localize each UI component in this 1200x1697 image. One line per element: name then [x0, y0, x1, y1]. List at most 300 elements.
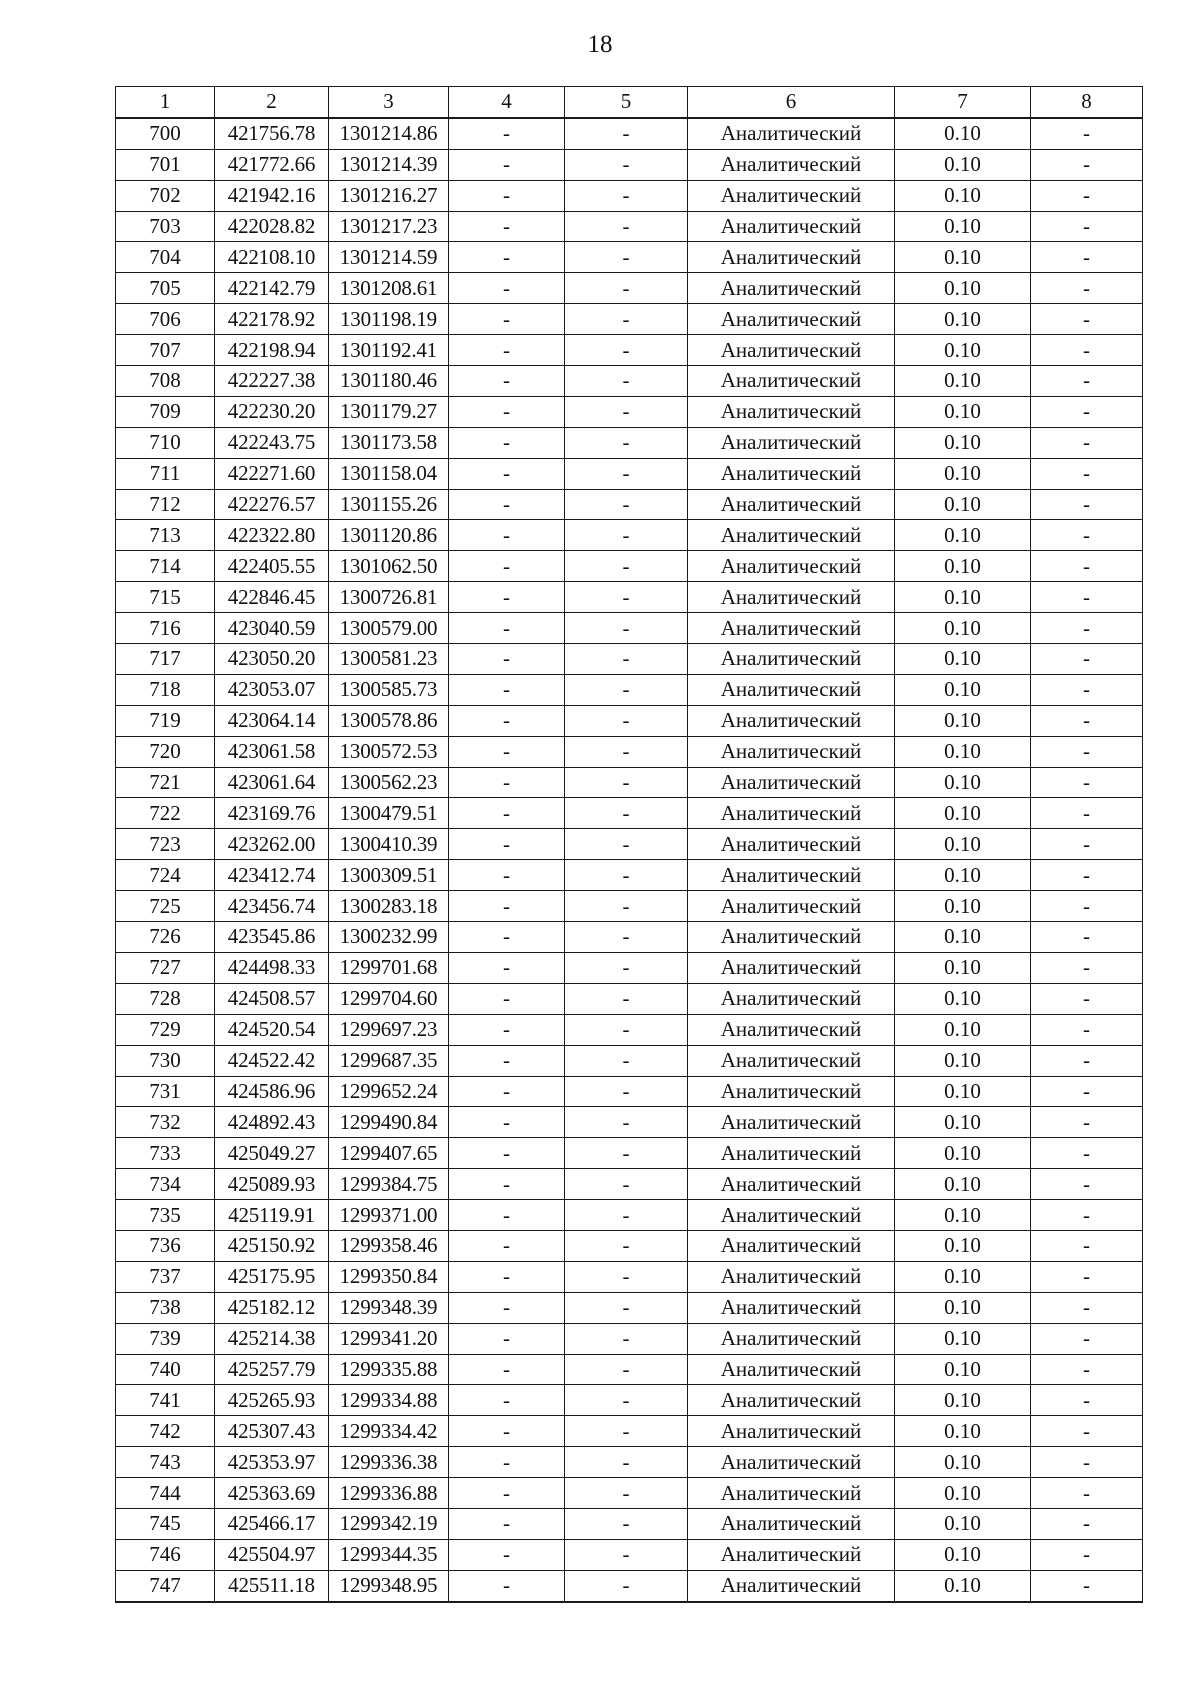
column-4-cell: -: [449, 366, 565, 397]
column-5-cell: -: [565, 1138, 688, 1169]
x-coordinate-cell: 423040.59: [215, 613, 329, 644]
column-5-cell: -: [565, 829, 688, 860]
accuracy-cell: 0.10: [895, 427, 1031, 458]
x-coordinate-cell: 423412.74: [215, 860, 329, 891]
point-number-cell: 730: [116, 1045, 215, 1076]
x-coordinate-cell: 425511.18: [215, 1570, 329, 1601]
y-coordinate-cell: 1299490.84: [329, 1107, 449, 1138]
y-coordinate-cell: 1299358.46: [329, 1230, 449, 1261]
table-row: [116, 1138, 1143, 1169]
column-header: 1: [116, 87, 215, 118]
method-cell: Аналитический: [688, 1261, 895, 1292]
column-header: 7: [895, 87, 1031, 118]
column-4-cell: -: [449, 396, 565, 427]
accuracy-cell: 0.10: [895, 458, 1031, 489]
column-8-cell: -: [1031, 489, 1143, 520]
method-cell: Аналитический: [688, 1014, 895, 1045]
accuracy-cell: 0.10: [895, 829, 1031, 860]
column-8-cell: -: [1031, 551, 1143, 582]
column-8-cell: -: [1031, 180, 1143, 211]
point-number-cell: 737: [116, 1261, 215, 1292]
accuracy-cell: 0.10: [895, 489, 1031, 520]
column-5-cell: -: [565, 551, 688, 582]
table-row: [116, 1169, 1143, 1200]
accuracy-cell: 0.10: [895, 366, 1031, 397]
table-row: [116, 582, 1143, 613]
x-coordinate-cell: 425257.79: [215, 1354, 329, 1385]
column-8-cell: -: [1031, 458, 1143, 489]
y-coordinate-cell: 1299701.68: [329, 952, 449, 983]
column-4-cell: -: [449, 211, 565, 242]
y-coordinate-cell: 1301173.58: [329, 427, 449, 458]
y-coordinate-cell: 1299336.38: [329, 1447, 449, 1478]
column-8-cell: -: [1031, 582, 1143, 613]
method-cell: Аналитический: [688, 366, 895, 397]
x-coordinate-cell: 424508.57: [215, 983, 329, 1014]
point-number-cell: 739: [116, 1323, 215, 1354]
point-number-cell: 729: [116, 1014, 215, 1045]
column-5-cell: -: [565, 1261, 688, 1292]
column-8-cell: -: [1031, 952, 1143, 983]
x-coordinate-cell: 423053.07: [215, 674, 329, 705]
column-header: 5: [565, 87, 688, 118]
column-4-cell: -: [449, 1539, 565, 1570]
column-8-cell: -: [1031, 1169, 1143, 1200]
x-coordinate-cell: 423262.00: [215, 829, 329, 860]
table-row: [116, 242, 1143, 273]
y-coordinate-cell: 1299341.20: [329, 1323, 449, 1354]
y-coordinate-cell: 1299335.88: [329, 1354, 449, 1385]
column-5-cell: -: [565, 644, 688, 675]
accuracy-cell: 0.10: [895, 644, 1031, 675]
method-cell: Аналитический: [688, 520, 895, 551]
column-8-cell: -: [1031, 922, 1143, 953]
y-coordinate-cell: 1299334.42: [329, 1416, 449, 1447]
table-row: [116, 1539, 1143, 1570]
column-header: 8: [1031, 87, 1143, 118]
column-5-cell: -: [565, 335, 688, 366]
method-cell: Аналитический: [688, 891, 895, 922]
column-8-cell: -: [1031, 767, 1143, 798]
column-4-cell: -: [449, 1447, 565, 1478]
column-5-cell: -: [565, 1169, 688, 1200]
x-coordinate-cell: 423061.64: [215, 767, 329, 798]
table-row: [116, 1570, 1143, 1601]
x-coordinate-cell: 424892.43: [215, 1107, 329, 1138]
point-number-cell: 709: [116, 396, 215, 427]
table-row: [116, 1076, 1143, 1107]
column-8-cell: -: [1031, 891, 1143, 922]
accuracy-cell: 0.10: [895, 705, 1031, 736]
column-8-cell: -: [1031, 273, 1143, 304]
column-header: 3: [329, 87, 449, 118]
column-5-cell: -: [565, 1385, 688, 1416]
x-coordinate-cell: 425363.69: [215, 1478, 329, 1509]
column-8-cell: -: [1031, 983, 1143, 1014]
column-5-cell: -: [565, 1354, 688, 1385]
column-5-cell: -: [565, 427, 688, 458]
method-cell: Аналитический: [688, 396, 895, 427]
table-row: [116, 798, 1143, 829]
column-8-cell: -: [1031, 644, 1143, 675]
y-coordinate-cell: 1301214.39: [329, 149, 449, 180]
column-4-cell: -: [449, 1230, 565, 1261]
column-5-cell: -: [565, 273, 688, 304]
column-4-cell: -: [449, 1292, 565, 1323]
column-8-cell: -: [1031, 1045, 1143, 1076]
point-number-cell: 734: [116, 1169, 215, 1200]
method-cell: Аналитический: [688, 674, 895, 705]
column-8-cell: -: [1031, 211, 1143, 242]
page-number: 18: [587, 31, 613, 58]
column-4-cell: -: [449, 180, 565, 211]
point-number-cell: 701: [116, 149, 215, 180]
table-row: [116, 1045, 1143, 1076]
method-cell: Аналитический: [688, 1200, 895, 1231]
x-coordinate-cell: 422846.45: [215, 582, 329, 613]
point-number-cell: 738: [116, 1292, 215, 1323]
column-8-cell: -: [1031, 335, 1143, 366]
column-5-cell: -: [565, 1416, 688, 1447]
point-number-cell: 700: [116, 118, 215, 149]
x-coordinate-cell: 422028.82: [215, 211, 329, 242]
column-4-cell: -: [449, 1508, 565, 1539]
column-5-cell: -: [565, 366, 688, 397]
column-8-cell: -: [1031, 118, 1143, 149]
point-number-cell: 715: [116, 582, 215, 613]
accuracy-cell: 0.10: [895, 582, 1031, 613]
point-number-cell: 717: [116, 644, 215, 675]
accuracy-cell: 0.10: [895, 1230, 1031, 1261]
column-header: 6: [688, 87, 895, 118]
column-5-cell: -: [565, 1200, 688, 1231]
column-4-cell: -: [449, 1570, 565, 1601]
column-4-cell: -: [449, 1138, 565, 1169]
column-8-cell: -: [1031, 1385, 1143, 1416]
column-8-cell: -: [1031, 396, 1143, 427]
column-8-cell: -: [1031, 674, 1143, 705]
column-5-cell: -: [565, 1508, 688, 1539]
method-cell: Аналитический: [688, 1354, 895, 1385]
point-number-cell: 736: [116, 1230, 215, 1261]
point-number-cell: 743: [116, 1447, 215, 1478]
table-row: [116, 211, 1143, 242]
accuracy-cell: 0.10: [895, 1539, 1031, 1570]
accuracy-cell: 0.10: [895, 1261, 1031, 1292]
column-8-cell: -: [1031, 1138, 1143, 1169]
column-4-cell: -: [449, 1261, 565, 1292]
table-row: [116, 1447, 1143, 1478]
x-coordinate-cell: 423064.14: [215, 705, 329, 736]
accuracy-cell: 0.10: [895, 304, 1031, 335]
x-coordinate-cell: 422276.57: [215, 489, 329, 520]
point-number-cell: 707: [116, 335, 215, 366]
column-8-cell: -: [1031, 705, 1143, 736]
column-4-cell: -: [449, 458, 565, 489]
column-5-cell: -: [565, 1570, 688, 1601]
accuracy-cell: 0.10: [895, 1508, 1031, 1539]
y-coordinate-cell: 1299687.35: [329, 1045, 449, 1076]
method-cell: Аналитический: [688, 1539, 895, 1570]
method-cell: Аналитический: [688, 1508, 895, 1539]
method-cell: Аналитический: [688, 149, 895, 180]
accuracy-cell: 0.10: [895, 1169, 1031, 1200]
accuracy-cell: 0.10: [895, 891, 1031, 922]
accuracy-cell: 0.10: [895, 520, 1031, 551]
column-4-cell: -: [449, 736, 565, 767]
table-row: [116, 366, 1143, 397]
column-4-cell: -: [449, 1354, 565, 1385]
column-4-cell: -: [449, 489, 565, 520]
table-row: [116, 273, 1143, 304]
column-4-cell: -: [449, 613, 565, 644]
table-row: [116, 520, 1143, 551]
point-number-cell: 716: [116, 613, 215, 644]
column-8-cell: -: [1031, 1107, 1143, 1138]
column-8-cell: -: [1031, 520, 1143, 551]
column-4-cell: -: [449, 1169, 565, 1200]
method-cell: Аналитический: [688, 1230, 895, 1261]
accuracy-cell: 0.10: [895, 922, 1031, 953]
x-coordinate-cell: 422230.20: [215, 396, 329, 427]
column-5-cell: -: [565, 118, 688, 149]
column-4-cell: -: [449, 1323, 565, 1354]
point-number-cell: 744: [116, 1478, 215, 1509]
table-row: [116, 983, 1143, 1014]
table-row: [116, 829, 1143, 860]
table-row: [116, 1354, 1143, 1385]
table-row: [116, 118, 1143, 149]
y-coordinate-cell: 1301155.26: [329, 489, 449, 520]
method-cell: Аналитический: [688, 1478, 895, 1509]
column-5-cell: -: [565, 520, 688, 551]
y-coordinate-cell: 1301214.86: [329, 118, 449, 149]
accuracy-cell: 0.10: [895, 1138, 1031, 1169]
table-row: [116, 1261, 1143, 1292]
column-5-cell: -: [565, 705, 688, 736]
table-row: [116, 1478, 1143, 1509]
table-row: [116, 644, 1143, 675]
accuracy-cell: 0.10: [895, 1354, 1031, 1385]
table-header: [116, 87, 1143, 118]
table-row: [116, 427, 1143, 458]
accuracy-cell: 0.10: [895, 396, 1031, 427]
method-cell: Аналитический: [688, 1107, 895, 1138]
column-5-cell: -: [565, 1045, 688, 1076]
accuracy-cell: 0.10: [895, 983, 1031, 1014]
table-row: [116, 458, 1143, 489]
point-number-cell: 712: [116, 489, 215, 520]
y-coordinate-cell: 1301180.46: [329, 366, 449, 397]
column-4-cell: -: [449, 551, 565, 582]
point-number-cell: 728: [116, 983, 215, 1014]
y-coordinate-cell: 1301192.41: [329, 335, 449, 366]
table-row: [116, 180, 1143, 211]
method-cell: Аналитический: [688, 1292, 895, 1323]
column-5-cell: -: [565, 860, 688, 891]
accuracy-cell: 0.10: [895, 335, 1031, 366]
x-coordinate-cell: 422227.38: [215, 366, 329, 397]
accuracy-cell: 0.10: [895, 1385, 1031, 1416]
column-8-cell: -: [1031, 1076, 1143, 1107]
column-5-cell: -: [565, 458, 688, 489]
column-8-cell: -: [1031, 1447, 1143, 1478]
column-4-cell: -: [449, 674, 565, 705]
method-cell: Аналитический: [688, 952, 895, 983]
column-8-cell: -: [1031, 860, 1143, 891]
table-row: [116, 335, 1143, 366]
method-cell: Аналитический: [688, 489, 895, 520]
x-coordinate-cell: 423456.74: [215, 891, 329, 922]
x-coordinate-cell: 424520.54: [215, 1014, 329, 1045]
table-row: [116, 613, 1143, 644]
y-coordinate-cell: 1300579.00: [329, 613, 449, 644]
accuracy-cell: 0.10: [895, 211, 1031, 242]
method-cell: Аналитический: [688, 1045, 895, 1076]
point-number-cell: 704: [116, 242, 215, 273]
method-cell: Аналитический: [688, 1169, 895, 1200]
column-8-cell: -: [1031, 736, 1143, 767]
column-8-cell: -: [1031, 304, 1143, 335]
method-cell: Аналитический: [688, 767, 895, 798]
column-5-cell: -: [565, 1076, 688, 1107]
column-8-cell: -: [1031, 1014, 1143, 1045]
column-4-cell: -: [449, 705, 565, 736]
column-5-cell: -: [565, 798, 688, 829]
column-5-cell: -: [565, 242, 688, 273]
column-5-cell: -: [565, 149, 688, 180]
column-5-cell: -: [565, 180, 688, 211]
method-cell: Аналитический: [688, 427, 895, 458]
method-cell: Аналитический: [688, 1570, 895, 1601]
method-cell: Аналитический: [688, 273, 895, 304]
table-row: [116, 1230, 1143, 1261]
accuracy-cell: 0.10: [895, 1416, 1031, 1447]
y-coordinate-cell: 1299652.24: [329, 1076, 449, 1107]
method-cell: Аналитический: [688, 211, 895, 242]
x-coordinate-cell: 422243.75: [215, 427, 329, 458]
column-5-cell: -: [565, 736, 688, 767]
accuracy-cell: 0.10: [895, 118, 1031, 149]
accuracy-cell: 0.10: [895, 1014, 1031, 1045]
column-5-cell: -: [565, 922, 688, 953]
accuracy-cell: 0.10: [895, 1570, 1031, 1601]
point-number-cell: 702: [116, 180, 215, 211]
x-coordinate-cell: 425150.92: [215, 1230, 329, 1261]
point-number-cell: 735: [116, 1200, 215, 1231]
y-coordinate-cell: 1299704.60: [329, 983, 449, 1014]
column-4-cell: -: [449, 983, 565, 1014]
y-coordinate-cell: 1300410.39: [329, 829, 449, 860]
point-number-cell: 721: [116, 767, 215, 798]
table-row: [116, 1014, 1143, 1045]
table-row: [116, 551, 1143, 582]
column-5-cell: -: [565, 767, 688, 798]
method-cell: Аналитический: [688, 1385, 895, 1416]
table-row: [116, 674, 1143, 705]
column-4-cell: -: [449, 242, 565, 273]
column-5-cell: -: [565, 613, 688, 644]
y-coordinate-cell: 1301158.04: [329, 458, 449, 489]
y-coordinate-cell: 1301216.27: [329, 180, 449, 211]
point-number-cell: 747: [116, 1570, 215, 1601]
method-cell: Аналитический: [688, 798, 895, 829]
y-coordinate-cell: 1301198.19: [329, 304, 449, 335]
column-8-cell: -: [1031, 613, 1143, 644]
y-coordinate-cell: 1299348.95: [329, 1570, 449, 1601]
column-8-cell: -: [1031, 798, 1143, 829]
y-coordinate-cell: 1300309.51: [329, 860, 449, 891]
table-row: [116, 1200, 1143, 1231]
header-row: [116, 87, 1143, 118]
point-number-cell: 706: [116, 304, 215, 335]
point-number-cell: 727: [116, 952, 215, 983]
column-5-cell: -: [565, 304, 688, 335]
accuracy-cell: 0.10: [895, 1107, 1031, 1138]
column-5-cell: -: [565, 1478, 688, 1509]
column-4-cell: -: [449, 273, 565, 304]
table-row: [116, 860, 1143, 891]
x-coordinate-cell: 422142.79: [215, 273, 329, 304]
y-coordinate-cell: 1300572.53: [329, 736, 449, 767]
x-coordinate-cell: 422405.55: [215, 551, 329, 582]
point-number-cell: 741: [116, 1385, 215, 1416]
method-cell: Аналитический: [688, 860, 895, 891]
y-coordinate-cell: 1300726.81: [329, 582, 449, 613]
point-number-cell: 733: [116, 1138, 215, 1169]
column-8-cell: -: [1031, 242, 1143, 273]
column-8-cell: -: [1031, 1508, 1143, 1539]
point-number-cell: 705: [116, 273, 215, 304]
table-row: [116, 891, 1143, 922]
x-coordinate-cell: 421772.66: [215, 149, 329, 180]
x-coordinate-cell: 424586.96: [215, 1076, 329, 1107]
y-coordinate-cell: 1300585.73: [329, 674, 449, 705]
point-number-cell: 722: [116, 798, 215, 829]
column-4-cell: -: [449, 1014, 565, 1045]
column-8-cell: -: [1031, 366, 1143, 397]
table-row: [116, 149, 1143, 180]
x-coordinate-cell: 425182.12: [215, 1292, 329, 1323]
table-row: [116, 489, 1143, 520]
y-coordinate-cell: 1299334.88: [329, 1385, 449, 1416]
accuracy-cell: 0.10: [895, 736, 1031, 767]
x-coordinate-cell: 422178.92: [215, 304, 329, 335]
column-4-cell: -: [449, 1200, 565, 1231]
method-cell: Аналитический: [688, 613, 895, 644]
point-number-cell: 710: [116, 427, 215, 458]
column-4-cell: -: [449, 427, 565, 458]
x-coordinate-cell: 422198.94: [215, 335, 329, 366]
table-body: [116, 118, 1143, 1602]
method-cell: Аналитический: [688, 1138, 895, 1169]
accuracy-cell: 0.10: [895, 1045, 1031, 1076]
y-coordinate-cell: 1301217.23: [329, 211, 449, 242]
table-row: [116, 1292, 1143, 1323]
method-cell: Аналитический: [688, 118, 895, 149]
x-coordinate-cell: 422108.10: [215, 242, 329, 273]
y-coordinate-cell: 1299348.39: [329, 1292, 449, 1323]
x-coordinate-cell: 425175.95: [215, 1261, 329, 1292]
table-row: [116, 952, 1143, 983]
column-4-cell: -: [449, 1478, 565, 1509]
method-cell: Аналитический: [688, 180, 895, 211]
method-cell: Аналитический: [688, 922, 895, 953]
column-5-cell: -: [565, 211, 688, 242]
column-8-cell: -: [1031, 1416, 1143, 1447]
column-4-cell: -: [449, 520, 565, 551]
method-cell: Аналитический: [688, 829, 895, 860]
